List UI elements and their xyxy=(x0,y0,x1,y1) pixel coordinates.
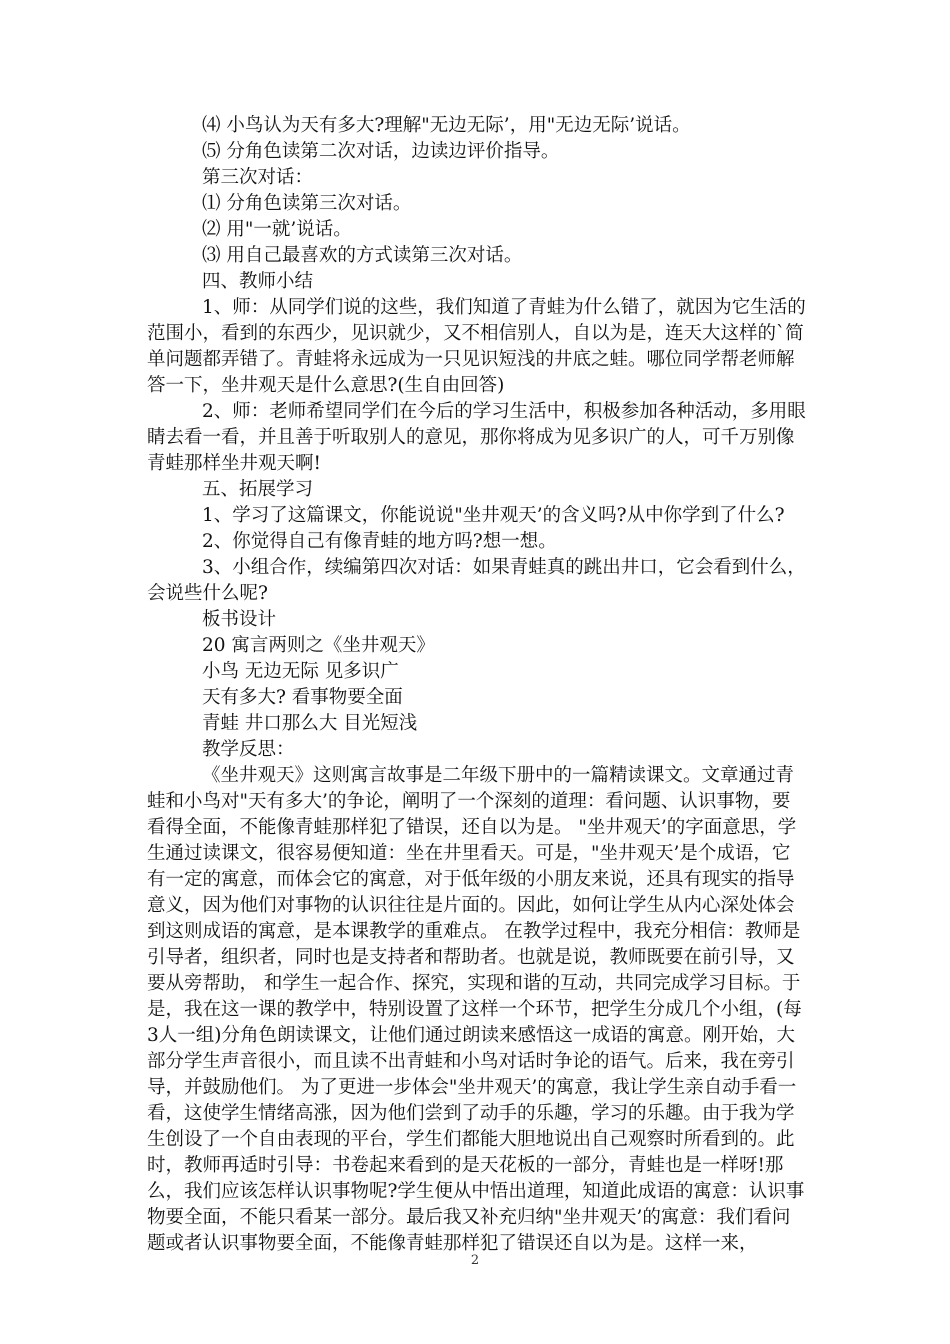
board-design-title: 20 寓言两则之《坐井观天》 xyxy=(202,635,435,656)
extension-item-3: 3、小组合作，续编第四次对话：如果青蛙真的跳出井口，它会看到什么，会说些什么呢? xyxy=(147,557,806,604)
section-teacher-summary-heading: 四、教师小结 xyxy=(202,271,314,292)
board-design-row-sky: 天有多大? 看事物要全面 xyxy=(202,687,403,708)
document-body xyxy=(147,113,807,1257)
board-design-row-bird: 小鸟 无边无际 见多识广 xyxy=(202,661,399,682)
line-third-dialogue-heading: 第三次对话： xyxy=(202,167,314,188)
line-third-step-2: ⑵ 用"一就’说话。 xyxy=(202,219,352,240)
extension-item-2: 2、你觉得自己有像青蛙的地方吗?想一想。 xyxy=(202,531,557,552)
line-third-step-3: ⑶ 用自己最喜欢的方式读第三次对话。 xyxy=(202,245,523,266)
section-extension-heading: 五、拓展学习 xyxy=(202,479,314,500)
line-third-step-1: ⑴ 分角色读第三次对话。 xyxy=(202,193,412,214)
summary-paragraph-1: 1、师：从同学们说的这些，我们知道了青蛙为什么错了，就因为它生活的范围小，看到的东西少，见识就少，又不相信别人，自以为是，连天大这样的`简单问题都弄错了。青蛙将永远成为一只见识短浅的井底之蛙。哪位同学帮老师解答一下，坐井观天是什么意思?(生自由回答) xyxy=(147,297,806,396)
line-question-4: ⑷ 小鸟认为天有多大?理解"无边无际’，用"无边无际’说话。 xyxy=(202,115,691,136)
board-design-heading: 板书设计 xyxy=(202,609,277,630)
page-number: 2 xyxy=(470,1253,480,1268)
line-question-5: ⑸ 分角色读第二次对话，边读边评价指导。 xyxy=(202,141,560,162)
extension-item-1: 1、学习了这篇课文，你能说说"坐井观天’的含义吗?从中你学到了什么? xyxy=(202,505,785,526)
board-design-row-frog: 青蛙 井口那么大 目光短浅 xyxy=(202,713,418,734)
reflection-heading: 教学反思： xyxy=(202,739,295,760)
reflection-paragraph: 《坐井观天》这则寓言故事是二年级下册中的一篇精读课文。文章通过青蛙和小鸟对"天有多大’的争论，阐明了一个深刻的道理：看问题、认识事物，要看得全面，不能像青蛙那样犯了错误，还自以为是。 "坐井观天’的字面意思，学生通过读课文，很容易便知道：坐在井里看天。可是，"坐井观天’是个成语，它有一定的寓意，而体会它的寓意，对于低年级的小朋友来说，还具有现实的指导意义，因为他们对事物的认识往往是片面的。因此，如何让学生从内心深处体会到这则成语的寓意，是本课教学的重难点。 在教学过程中，我充分相信：教师是引导者，组织者，同时也是支持者和帮助者。也就是说，教师既要在前引导，又要从旁帮助， 和学生一起合作、探究，实现和谐的互动，共同完成学习目标。于是，我在这一课的教学中，特别设置了这样一个环节，把学生分成几个小组，(每3人一组)分角色朗读课文，让他们通过朗读来感悟这一成语的寓意。刚开始，大部分学生声音很小，而且读不出青蛙和小鸟对话时争论的语气。后来，我在旁引导，并鼓励他们。 为了更进一步体会"坐井观天’的寓意，我让学生亲自动手看一看，这使学生情绪高涨，因为他们尝到了动手的乐趣，学习的乐趣。由于我为学生创设了一个自由表现的平台，学生们都能大胆地说出自己观察时所看到的。此时，教师再适时引导：书卷起来看到的是天花板的一部分，青蛙也是一样呀!那么，我们应该怎样认识事物呢?学生便从中悟出道理，知道此成语的寓意：认识事物要全面，不能只看某一部分。最后我又补充归纳"坐井观天’的寓意：我们看问题或者认识事物要全面，不能像青蛙那样犯了错误还自以为是。这样一来， xyxy=(147,765,805,1254)
summary-paragraph-2: 2、师：老师希望同学们在今后的学习生活中，积极参加各种活动，多用眼睛去看一看，并且善于听取别人的意见，那你将成为见多识广的人，可千万别像青蛙那样坐井观天啊! xyxy=(147,401,806,474)
